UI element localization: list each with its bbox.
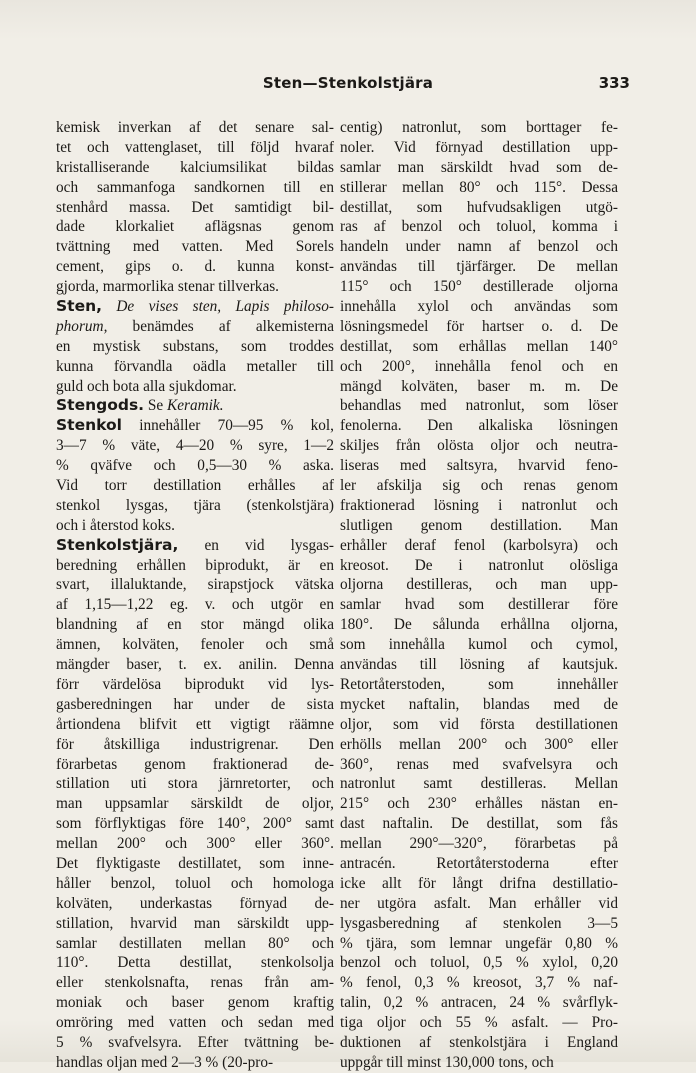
text-line: duktionen af stenkolstjära i England (340, 1033, 618, 1051)
text-line: stenkol lysgas, tjära (stenkolstjära) (56, 496, 334, 514)
text-line: liseras med saltsyra, hvarvid feno- (340, 457, 618, 475)
text-line: 110°. Detta destillat, stenkolsolja (56, 954, 334, 972)
text-line: destillat, som erhållas mellan 140° (340, 337, 618, 355)
text-line: noler. Vid förnyad destillation upp- (340, 138, 618, 156)
text-line: omröring med vatten och sedan med (56, 1014, 334, 1032)
text-line: ämnen, kolväten, fenoler och små (56, 636, 334, 654)
text-line: beredning erhållen biprodukt, är en (56, 556, 334, 574)
text-line: och 200°, innehålla fenol och en (340, 357, 618, 375)
text-line: kreosot. De i natronlut olösliga (340, 556, 618, 574)
text-line: talin, 0,2 % antracen, 24 % svårflyk- (340, 994, 618, 1012)
text-line: natronlut samt destilleras. Mellan (340, 775, 618, 793)
text-line: som innehålla kumol och cymol, (340, 636, 618, 654)
text-line: Det flyktigaste destillatet, som inne- (56, 854, 334, 872)
text-line: handlas oljan med 2—3 % (20-pro- (56, 1053, 274, 1071)
text-line (56, 396, 334, 416)
text-line: årtiondena blifvit ett vigtigt räämne (56, 715, 334, 733)
text-line (56, 297, 334, 317)
text-line: samlar destillaten mellan 80° och (56, 934, 334, 952)
text-line: kunna förvandla oädla metaller till (56, 357, 334, 375)
right-text-column (340, 118, 618, 1073)
headword-sten-gloss: De vises sten, Lapis philoso- (102, 298, 334, 316)
text-line: tet och vattenglaset, till följd hvaraf (56, 138, 334, 156)
text-line: behandlas med natronlut, som löser (340, 397, 618, 415)
text-line: gjorda, marmorlika stenar tillverkas. (56, 278, 280, 296)
text-line: dade klorkaliet aflägsnas genom (56, 218, 334, 236)
text-line: benzol och toluol, 0,5 % xylol, 0,20 (340, 954, 618, 972)
text-line: guld och bota alla sjukdomar. (56, 377, 237, 395)
text-line: moniak och baser genom kraftig (56, 994, 334, 1012)
text-line: tiga oljor och 55 % asfalt. — Pro- (340, 1014, 618, 1032)
text-line: förarbetas genom fraktionerad de- (56, 755, 334, 773)
text-line: 115° och 150° destillerade oljorna (340, 278, 618, 296)
text-line: fenolerna. Den alkaliska lösningen (340, 417, 618, 435)
text-line: handeln under namn af benzol och (340, 238, 618, 256)
text-line: stillation, hvarvid man särskildt upp- (56, 914, 334, 932)
text-line: lysgasberedning af stenkolen 3—5 (340, 914, 618, 932)
text-line: slutligen genom destillation. Man (340, 516, 618, 534)
text-line: användas till tjärfärger. De mellan (340, 258, 618, 276)
text-line: ner utgöra asfalt. Man erhåller vid (340, 894, 618, 912)
text-line: kolväten, underkastas förnyad de- (56, 894, 334, 912)
text-line: uppgår till minst 130,000 tons, och (340, 1053, 554, 1071)
text-line: lösningsmedel för hartser o. d. De (340, 317, 618, 335)
text-line: ras af benzol och toluol, komma i (340, 218, 618, 236)
headword-stenkol-text: innehåller 70—95 % kol, (121, 417, 334, 435)
text-line: 360°, renas med svafvelsyra och (340, 755, 618, 773)
text-line: ler afskilja sig och renas genom (340, 477, 618, 495)
text-line: kemisk inverkan af det senare sal- (56, 119, 334, 136)
text-line: och sammanfoga sandkornen till en (56, 178, 334, 196)
text-line: gasberedningen har under de sista (56, 695, 334, 713)
header-title: Sten—Stenkolstjära (262, 74, 434, 92)
text-line: man uppsamlar särskildt de oljor, (56, 795, 334, 813)
text-line: mellan 290°—320°, förarbetas på (340, 835, 618, 853)
text-line (56, 416, 334, 436)
headword-stenkolstjara-text: en vid lysgas- (178, 536, 334, 554)
text-line: och i återstod koks. (56, 516, 175, 534)
page-number: 333 (598, 74, 630, 92)
text-line: håller benzol, toluol och homologa (56, 874, 334, 892)
text-line (56, 317, 334, 337)
text-line: mängder baser, t. ex. anilin. Denna (56, 656, 334, 674)
text-line: mängd kolväten, baser m. m. De (340, 377, 618, 395)
text-line: stenhård massa. Det samtidigt bil- (56, 198, 334, 216)
text-fragment: benämdes af alkemisterna (107, 317, 334, 335)
text-line: eller stenkolsnafta, renas från am- (56, 974, 334, 992)
headword-stenkol: Stenkol (56, 416, 122, 435)
text-line: innehålla xylol och användas som (340, 298, 618, 316)
text-line: oljorna destilleras, och man upp- (340, 576, 618, 594)
text-line: icke allt för långt drifna destillatio- (340, 874, 618, 892)
text-line: tvättning med vatten. Med Sorels (56, 238, 334, 256)
text-line: 5 % svafvelsyra. Efter tvättning be- (56, 1033, 334, 1051)
text-line: mycket naftalin, blandas med de (340, 695, 618, 713)
text-line: antracén. Retortåterstoderna efter (340, 854, 618, 872)
text-line: % qväfve och 0,5—30 % aska. (56, 457, 334, 475)
text-line: % tjära, som lemnar ungefär 0,80 % (340, 934, 618, 952)
text-line: blandning af en stor mängd olika (56, 616, 334, 634)
running-header (60, 74, 636, 98)
text-line: stillation uti stora järnretorter, och (56, 775, 334, 793)
text-line: Retortåterstoden, som innehåller (340, 675, 618, 693)
text-line: förr värdelösa biprodukt vid lys- (56, 675, 334, 693)
text-line: af 1,15—1,22 eg. v. och utgör en (56, 596, 334, 614)
cross-ref-keramik: Keramik. (167, 397, 224, 415)
text-line: mellan 200° och 300° eller 360°. (56, 835, 334, 853)
latin-term: phorum, (56, 317, 108, 335)
text-line: svart, illaluktande, sirapstjock vätska (56, 576, 334, 594)
text-line: 180°. De sålunda erhållna oljorna, (340, 616, 618, 634)
text-line: dast naftalin. De destillat, som fås (340, 815, 618, 833)
text-line: samlar man särskildt hvad som de- (340, 158, 618, 176)
headword-stengods: Stengods. (56, 396, 145, 415)
text-line: samlar hvad som destillerar före (340, 596, 618, 614)
headword-stenkolstjara: Stenkolstjära, (56, 535, 179, 554)
text-line: centig) natronlut, som borttager fe- (340, 119, 618, 136)
text-line: erhåller deraf fenol (karbolsyra) och (340, 536, 618, 554)
headword-sten: Sten, (56, 297, 103, 316)
text-line: som förflyktigas före 140°, 200° samt (56, 815, 334, 833)
text-line: användas till lösning af kautsjuk. (340, 656, 618, 674)
text-line: stillerar mellan 80° och 115°. Dessa (340, 178, 618, 196)
text-line (56, 536, 334, 556)
text-line: fraktionerad lösning i natronlut och (340, 496, 618, 514)
text-line: en mystisk substans, som troddes (56, 337, 334, 355)
text-line: Vid torr destillation erhålles af (56, 477, 334, 495)
text-line: kristalliserande kalciumsilikat bildas (56, 158, 334, 176)
text-line: destillat, som hufvudsakligen utgö- (340, 198, 618, 216)
left-text-column (56, 118, 334, 1073)
text-line: skiljes från olösta oljor och neutra- (340, 437, 618, 455)
text-line: för åtskilliga industrigrenar. Den (56, 735, 334, 753)
text-line: 215° och 230° erhålles nästan en- (340, 795, 618, 813)
text-line: cement, gips o. d. kunna konst- (56, 258, 334, 276)
cross-ref-text: Se (144, 397, 168, 415)
text-line: erhölls mellan 200° och 300° eller (340, 735, 618, 753)
text-line: 3—7 % väte, 4—20 % syre, 1—2 (56, 437, 334, 455)
text-line: oljor, som vid första destillationen (340, 715, 618, 733)
text-line: % fenol, 0,3 % kreosot, 3,7 % naf- (340, 974, 618, 992)
